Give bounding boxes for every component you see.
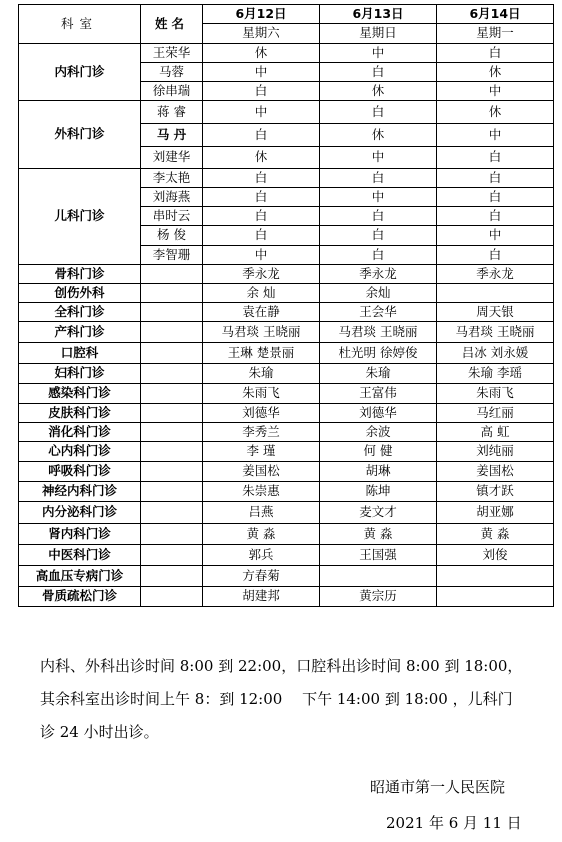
duty-doctor-cell: 朱雨飞	[203, 384, 320, 404]
shift-cell: 白	[437, 147, 554, 169]
duty-doctor-cell: 黄 淼	[437, 524, 554, 545]
duty-doctor-cell: 季永龙	[437, 265, 554, 284]
dept-cell: 骨科门诊	[19, 265, 141, 284]
duty-doctor-cell: 马君琰 王晓丽	[320, 322, 437, 343]
schedule-row	[19, 566, 554, 587]
empty-name-cell	[141, 566, 203, 587]
shift-cell: 白	[320, 246, 437, 265]
duty-doctor-cell: 朱瑜	[203, 364, 320, 384]
doctor-name-cell: 李智珊	[141, 246, 203, 265]
date-header: 6月14日	[437, 5, 554, 24]
dept-cell: 内科门诊	[19, 44, 141, 101]
dept-cell: 儿科门诊	[19, 169, 141, 265]
schedule-row	[19, 423, 554, 442]
duty-doctor-cell: 郭兵	[203, 545, 320, 566]
dept-cell: 全科门诊	[19, 303, 141, 322]
dept-cell: 中医科门诊	[19, 545, 141, 566]
duty-schedule-table	[18, 4, 554, 607]
duty-doctor-cell: 周天银	[437, 303, 554, 322]
weekday-header: 星期日	[320, 24, 437, 44]
shift-cell: 白	[203, 82, 320, 101]
duty-doctor-cell: 李秀兰	[203, 423, 320, 442]
clinic-hours-notes	[40, 650, 545, 749]
empty-name-cell	[141, 384, 203, 404]
shift-cell: 白	[437, 44, 554, 63]
shift-cell: 白	[437, 246, 554, 265]
notes-line: 内科、外科出诊时间 8:00 到 22:00，口腔科出诊时间 8:00 到 18:00，	[40, 657, 523, 675]
duty-doctor-cell: 镇才跃	[437, 482, 554, 502]
shift-cell: 中	[203, 63, 320, 82]
schedule-row	[19, 322, 554, 343]
duty-doctor-cell: 何 健	[320, 442, 437, 462]
duty-doctor-cell: 黄宗历	[320, 587, 437, 607]
schedule-row	[19, 502, 554, 524]
doctor-name-cell: 徐串瑞	[141, 82, 203, 101]
shift-cell: 中	[203, 101, 320, 124]
doctor-name-cell: 王荣华	[141, 44, 203, 63]
duty-doctor-cell: 黄 淼	[203, 524, 320, 545]
shift-cell: 白	[320, 226, 437, 246]
empty-name-cell	[141, 364, 203, 384]
duty-doctor-cell: 王会华	[320, 303, 437, 322]
duty-doctor-cell: 姜国松	[437, 462, 554, 482]
duty-doctor-cell: 胡建邦	[203, 587, 320, 607]
duty-doctor-cell: 吕冰 刘永媛	[437, 343, 554, 364]
duty-doctor-cell: 胡琳	[320, 462, 437, 482]
shift-cell: 白	[203, 188, 320, 207]
shift-cell: 白	[437, 169, 554, 188]
shift-cell: 休	[437, 101, 554, 124]
duty-doctor-cell: 朱瑜	[320, 364, 437, 384]
notes-line: 其余科室出诊时间上午 8：到 12:00 下午 14:00 到 18:00 ，儿科门	[40, 690, 513, 708]
empty-name-cell	[141, 482, 203, 502]
shift-cell: 白	[320, 207, 437, 226]
empty-name-cell	[141, 423, 203, 442]
schedule-row	[19, 524, 554, 545]
doctor-name-cell: 杨 俊	[141, 226, 203, 246]
shift-cell: 白	[320, 169, 437, 188]
doctor-name-cell: 串时云	[141, 207, 203, 226]
shift-cell: 白	[203, 226, 320, 246]
shift-cell: 休	[320, 82, 437, 101]
empty-name-cell	[141, 545, 203, 566]
duty-doctor-cell: 朱瑜 李瑶	[437, 364, 554, 384]
empty-name-cell	[141, 284, 203, 303]
duty-doctor-cell: 王琳 楚景丽	[203, 343, 320, 364]
schedule-row	[19, 303, 554, 322]
duty-doctor-cell: 余 灿	[203, 284, 320, 303]
duty-doctor-cell: 黄 淼	[320, 524, 437, 545]
dept-cell: 神经内科门诊	[19, 482, 141, 502]
duty-doctor-cell: 刘俊	[437, 545, 554, 566]
duty-doctor-cell: 麦文才	[320, 502, 437, 524]
dept-cell: 高血压专病门诊	[19, 566, 141, 587]
date-header: 6月13日	[320, 5, 437, 24]
shift-cell: 中	[437, 124, 554, 147]
name-column-header: 姓名	[141, 5, 203, 44]
shift-cell: 白	[437, 207, 554, 226]
dept-cell: 外科门诊	[19, 101, 141, 169]
shift-cell: 白	[320, 63, 437, 82]
dept-cell: 呼吸科门诊	[19, 462, 141, 482]
duty-doctor-cell	[437, 566, 554, 587]
date-header: 6月12日	[203, 5, 320, 24]
shift-cell: 休	[203, 147, 320, 169]
schedule-row	[19, 343, 554, 364]
shift-cell: 白	[203, 207, 320, 226]
doctor-name-cell: 刘海燕	[141, 188, 203, 207]
duty-doctor-cell: 陈坤	[320, 482, 437, 502]
empty-name-cell	[141, 343, 203, 364]
duty-doctor-cell: 刘纯丽	[437, 442, 554, 462]
duty-doctor-cell: 高 虹	[437, 423, 554, 442]
weekday-header: 星期六	[203, 24, 320, 44]
dept-cell: 口腔科	[19, 343, 141, 364]
dept-cell: 妇科门诊	[19, 364, 141, 384]
dept-cell: 内分泌科门诊	[19, 502, 141, 524]
schedule-row	[19, 545, 554, 566]
duty-doctor-cell: 刘德华	[203, 404, 320, 423]
empty-name-cell	[141, 442, 203, 462]
duty-doctor-cell: 马君琰 王晓丽	[203, 322, 320, 343]
schedule-row	[19, 44, 554, 63]
schedule-row	[19, 482, 554, 502]
duty-doctor-cell	[320, 566, 437, 587]
duty-doctor-cell: 朱雨飞	[437, 384, 554, 404]
duty-doctor-cell	[437, 284, 554, 303]
schedule-row	[19, 284, 554, 303]
shift-cell: 白	[203, 169, 320, 188]
duty-doctor-cell: 胡亚娜	[437, 502, 554, 524]
dept-cell: 创伤外科	[19, 284, 141, 303]
duty-doctor-cell: 杜光明 徐婷俊	[320, 343, 437, 364]
dept-cell: 消化科门诊	[19, 423, 141, 442]
schedule-row	[19, 265, 554, 284]
dept-cell: 感染科门诊	[19, 384, 141, 404]
doctor-name-cell: 李太艳	[141, 169, 203, 188]
dept-cell: 皮肤科门诊	[19, 404, 141, 423]
empty-name-cell	[141, 404, 203, 423]
shift-cell: 白	[320, 101, 437, 124]
empty-name-cell	[141, 462, 203, 482]
empty-name-cell	[141, 265, 203, 284]
schedule-row	[19, 587, 554, 607]
schedule-row	[19, 404, 554, 423]
doctor-name-cell: 马蓉	[141, 63, 203, 82]
doctor-name-cell: 刘建华	[141, 147, 203, 169]
duty-doctor-cell: 马君琰 王晓丽	[437, 322, 554, 343]
duty-doctor-cell: 季永龙	[203, 265, 320, 284]
duty-doctor-cell: 余波	[320, 423, 437, 442]
header-row-dates	[19, 5, 554, 24]
duty-doctor-cell: 朱崇惠	[203, 482, 320, 502]
weekday-header: 星期一	[437, 24, 554, 44]
shift-cell: 中	[203, 246, 320, 265]
shift-cell: 休	[203, 44, 320, 63]
dept-column-header: 科室	[19, 5, 141, 44]
schedule-row	[19, 462, 554, 482]
schedule-row	[19, 442, 554, 462]
shift-cell: 白	[437, 188, 554, 207]
dept-cell: 心内科门诊	[19, 442, 141, 462]
empty-name-cell	[141, 587, 203, 607]
shift-cell: 中	[320, 188, 437, 207]
duty-doctor-cell: 余灿	[320, 284, 437, 303]
shift-cell: 中	[437, 226, 554, 246]
duty-doctor-cell: 吕燕	[203, 502, 320, 524]
shift-cell: 中	[320, 147, 437, 169]
duty-doctor-cell: 王富伟	[320, 384, 437, 404]
dept-cell: 骨质疏松门诊	[19, 587, 141, 607]
empty-name-cell	[141, 502, 203, 524]
schedule-row	[19, 169, 554, 188]
empty-name-cell	[141, 524, 203, 545]
schedule-row	[19, 101, 554, 124]
shift-cell: 中	[437, 82, 554, 101]
duty-doctor-cell: 方春菊	[203, 566, 320, 587]
schedule-row	[19, 384, 554, 404]
notes-line: 诊 24 小时出诊。	[40, 723, 159, 741]
duty-doctor-cell: 姜国松	[203, 462, 320, 482]
shift-cell: 休	[437, 63, 554, 82]
empty-name-cell	[141, 303, 203, 322]
duty-doctor-cell: 季永龙	[320, 265, 437, 284]
issue-date: 2021 年 6 月 11 日	[386, 814, 522, 832]
shift-cell: 中	[320, 44, 437, 63]
doctor-name-cell: 蒋 睿	[141, 101, 203, 124]
dept-cell: 肾内科门诊	[19, 524, 141, 545]
duty-doctor-cell: 袁在静	[203, 303, 320, 322]
empty-name-cell	[141, 322, 203, 343]
shift-cell: 休	[320, 124, 437, 147]
hospital-signature: 昭通市第一人民医院	[370, 778, 506, 796]
duty-doctor-cell: 马红丽	[437, 404, 554, 423]
duty-doctor-cell: 李 瑾	[203, 442, 320, 462]
shift-cell: 白	[203, 124, 320, 147]
dept-cell: 产科门诊	[19, 322, 141, 343]
duty-doctor-cell: 刘德华	[320, 404, 437, 423]
schedule-row	[19, 364, 554, 384]
duty-doctor-cell: 王国强	[320, 545, 437, 566]
duty-doctor-cell	[437, 587, 554, 607]
doctor-name-cell: 马 丹	[141, 124, 203, 147]
